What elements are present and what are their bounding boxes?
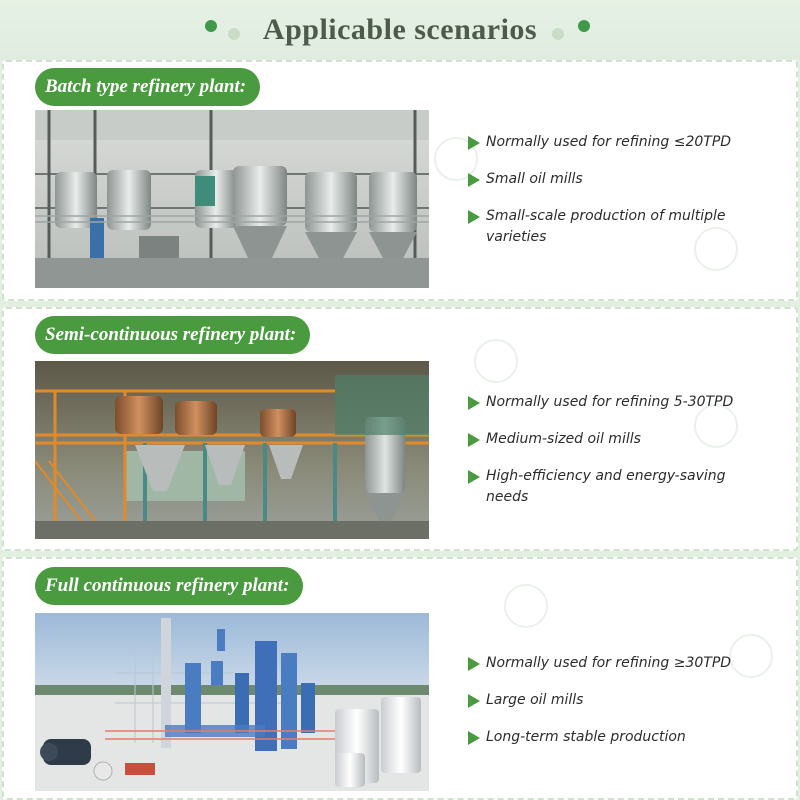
- section-label: Semi-continuous refinery plant:: [35, 316, 310, 354]
- triangle-bullet-icon: [468, 136, 480, 150]
- bullet-text: Small-scale production of multiple varieties: [486, 208, 726, 245]
- bullet-text: Normally used for refining ≤20TPD: [486, 134, 732, 150]
- triangle-bullet-icon: [468, 657, 480, 671]
- bullet-list: [468, 132, 768, 248]
- triangle-bullet-icon: [468, 396, 480, 410]
- bullet-list: [468, 653, 768, 748]
- section-full-continuous: [2, 557, 798, 800]
- list-item: [468, 727, 768, 748]
- section-label: Full continuous refinery plant:: [35, 567, 303, 605]
- bullet-text: Medium-sized oil mills: [486, 431, 641, 447]
- semi-continuous-plant-image: [35, 361, 429, 539]
- page-title: Applicable scenarios: [262, 13, 538, 46]
- list-item: [468, 392, 768, 413]
- watermark-icon: [474, 339, 518, 383]
- list-item: [468, 206, 768, 248]
- triangle-bullet-icon: [468, 731, 480, 745]
- bullet-text: Long-term stable production: [486, 729, 686, 745]
- triangle-bullet-icon: [468, 470, 480, 484]
- triangle-bullet-icon: [468, 433, 480, 447]
- list-item: [468, 690, 768, 711]
- list-item: [468, 429, 768, 450]
- bullet-text: Normally used for refining ≥30TPD: [486, 655, 732, 671]
- section-label: Batch type refinery plant:: [35, 68, 260, 106]
- list-item: [468, 132, 768, 153]
- triangle-bullet-icon: [468, 173, 480, 187]
- section-batch: [2, 60, 798, 301]
- list-item: [468, 169, 768, 190]
- batch-plant-image: [35, 110, 429, 288]
- list-item: [468, 466, 768, 508]
- bullet-text: Small oil mills: [486, 171, 583, 187]
- bullet-text: Normally used for refining 5-30TPD: [486, 394, 734, 410]
- full-continuous-plant-image: [35, 613, 429, 791]
- bullet-text: Large oil mills: [486, 692, 584, 708]
- header: [0, 0, 800, 60]
- list-item: [468, 653, 768, 674]
- triangle-bullet-icon: [468, 694, 480, 708]
- triangle-bullet-icon: [468, 210, 480, 224]
- watermark-icon: [504, 584, 548, 628]
- section-semi-continuous: [2, 307, 798, 551]
- bullet-list: [468, 392, 768, 508]
- bullet-text: High-efficiency and energy-saving needs: [486, 468, 726, 505]
